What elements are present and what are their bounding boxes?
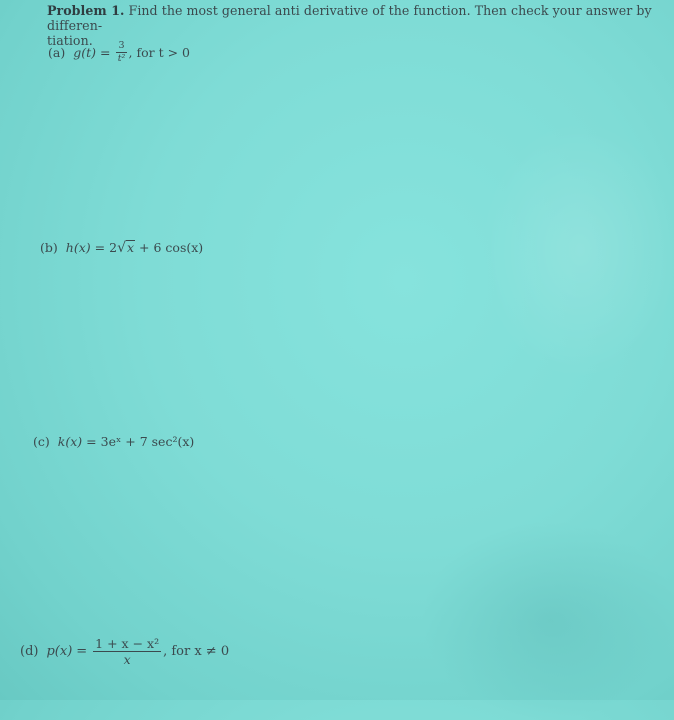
part-c-function-name: k(x) [57, 434, 83, 449]
part-a-denominator: t² [117, 52, 126, 64]
paper-highlight [480, 120, 674, 380]
part-d-equals: = [76, 644, 88, 660]
part-a-equals: = [100, 44, 111, 60]
part-b [40, 240, 203, 255]
part-d-fraction [93, 637, 161, 666]
part-c-equals: = [86, 434, 97, 449]
part-a-fraction [116, 41, 126, 64]
part-a [48, 41, 190, 64]
part-d-condition: , for x ≠ 0 [163, 644, 230, 660]
part-a-function-name: g(t) [73, 44, 96, 60]
part-b-label: (b) [40, 240, 58, 255]
paper-shadow [420, 520, 674, 720]
part-c-expression: 3eˣ + 7 sec²(x) [100, 434, 195, 449]
problem-number: Problem 1. [47, 3, 125, 18]
radical-sign-icon: √ [117, 239, 126, 256]
part-d-label: (d) [20, 644, 39, 660]
square-root [117, 240, 135, 254]
part-a-condition: , for t > 0 [128, 44, 190, 60]
part-d-numerator: 1 + x − x² [95, 636, 160, 651]
part-b-coefficient: 2 [109, 240, 118, 255]
part-a-label: (a) [48, 44, 66, 60]
problem-instructions-line1: Find the most general anti derivative of the function. Then check your answer by differen- [47, 3, 652, 33]
part-b-radicand: x [126, 240, 135, 256]
part-c [33, 434, 194, 449]
part-d-function-name: p(x) [46, 644, 73, 660]
part-d [20, 637, 229, 666]
part-d-denominator: x [123, 652, 131, 668]
part-a-numerator: 3 [118, 40, 125, 51]
problem-instructions-line2: tiation. [47, 33, 93, 48]
part-b-function-name: h(x) [65, 240, 91, 255]
part-c-label: (c) [33, 434, 50, 449]
part-b-equals: = [94, 240, 106, 255]
part-b-remainder: + 6 cos(x) [139, 240, 204, 255]
